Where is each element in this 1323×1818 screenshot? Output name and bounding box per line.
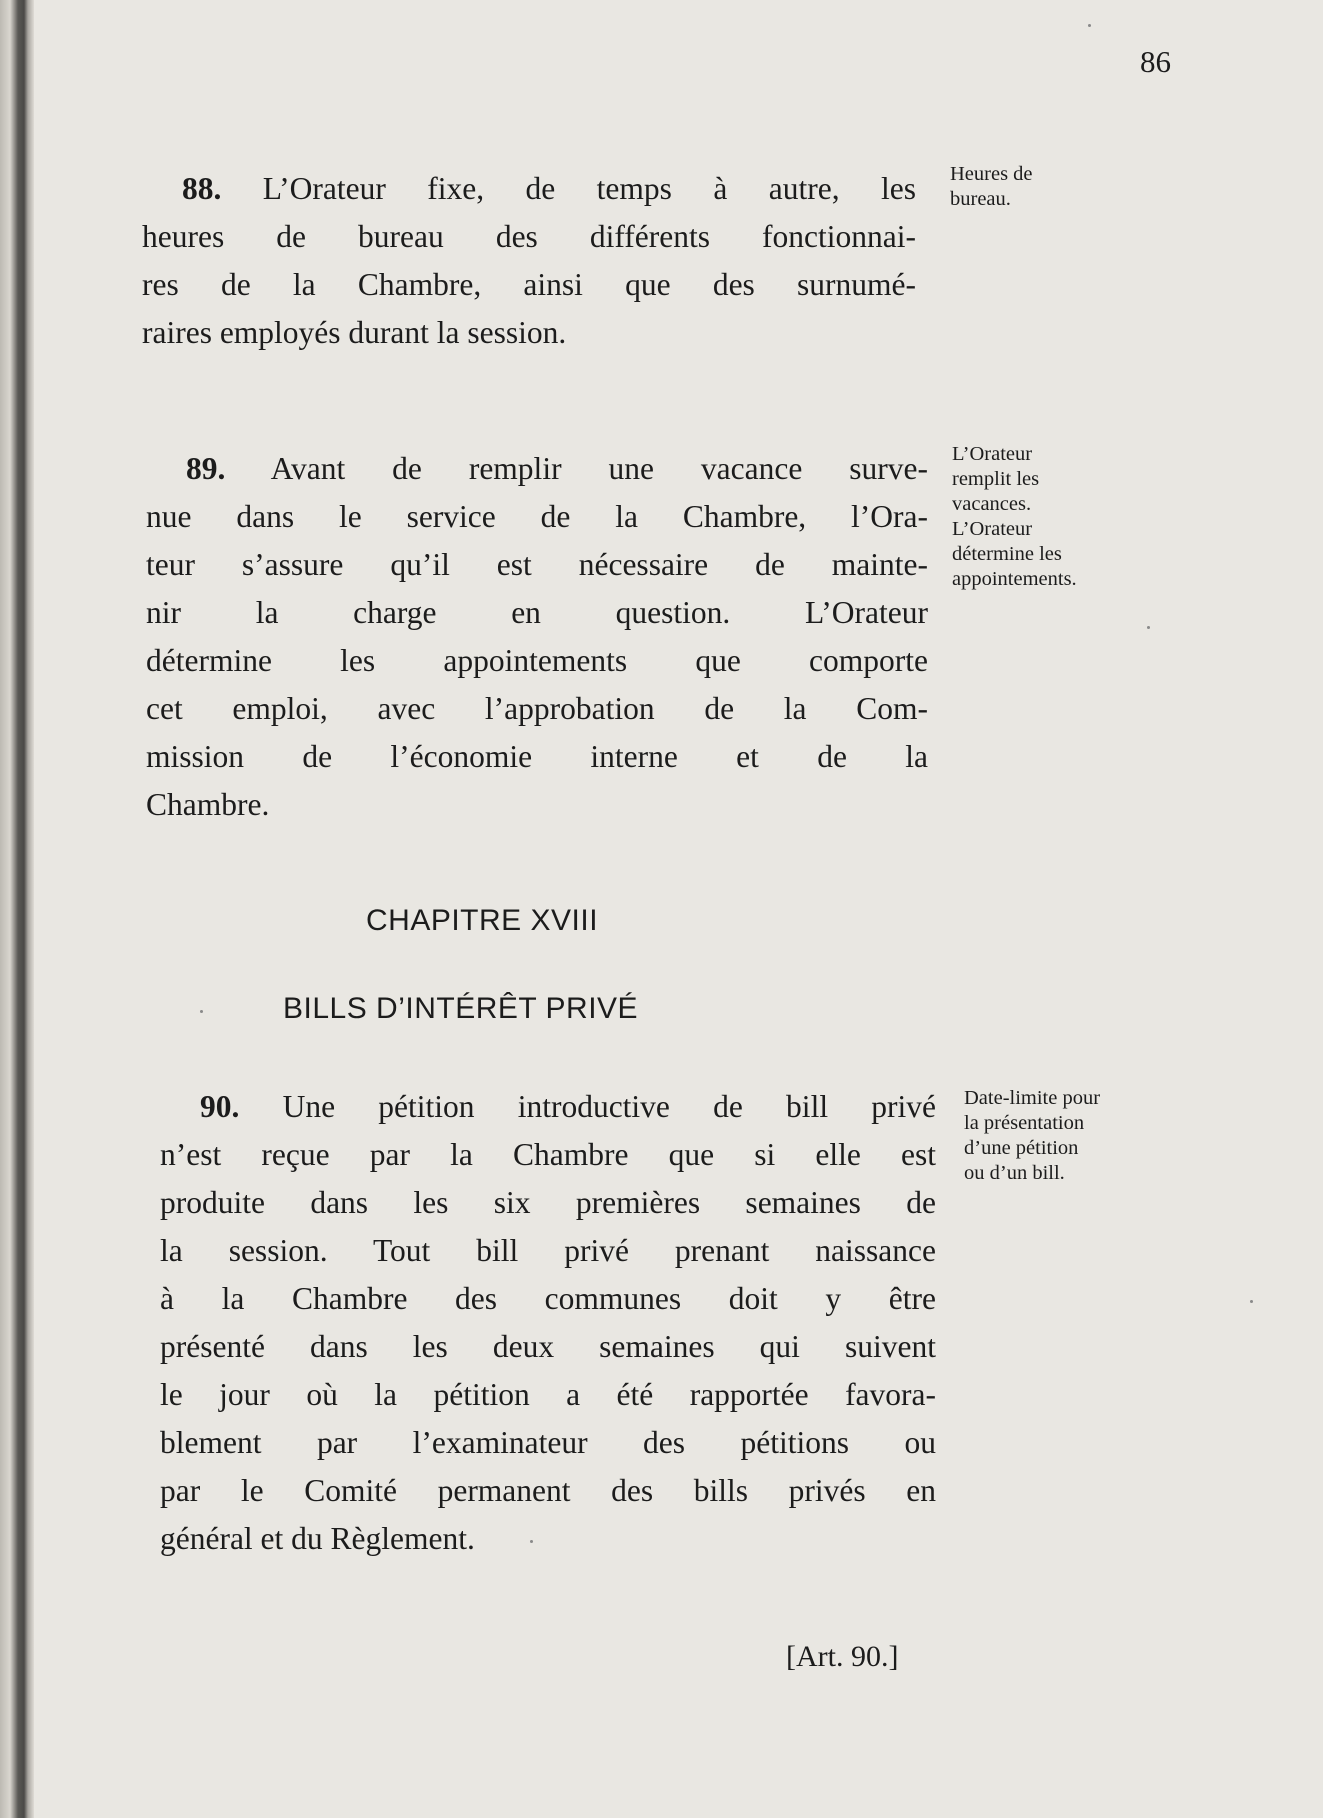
margin-note-line: d’une pétition (964, 1137, 1079, 1159)
article-89 (146, 445, 928, 829)
paper-speck (530, 1540, 533, 1543)
margin-note-90 (964, 1086, 1100, 1186)
article-line: 89. Avant de remplir une vacance surve- (186, 451, 928, 486)
article-line: produite dans les six premières semaines de (160, 1185, 936, 1220)
page-number: 86 (1140, 44, 1171, 79)
article-line: raires employés durant la session. (142, 315, 567, 350)
article-line: présenté dans les deux semaines qui suivent (160, 1329, 936, 1364)
margin-note-line: appointements. (952, 568, 1077, 590)
article-line: à la Chambre des communes doit y être (160, 1281, 936, 1316)
margin-note-line: détermine les (952, 543, 1062, 565)
paper-speck (1088, 24, 1091, 27)
margin-note-line: Heures de (950, 163, 1033, 185)
article-line: nir la charge en question. L’Orateur (146, 595, 928, 630)
chapter-heading: CHAPITRE XVIII (366, 904, 599, 937)
article-line: détermine les appointements que comporte (146, 643, 928, 678)
section-heading: BILLS D’INTÉRÊT PRIVÉ (283, 992, 639, 1025)
article-line: le jour où la pétition a été rapportée favora- (160, 1377, 936, 1412)
article-line: blement par l’examinateur des pétitions ou (160, 1425, 936, 1460)
article-number: 88. (182, 171, 222, 206)
article-line: 88. L’Orateur fixe, de temps à autre, les (182, 171, 916, 206)
paper-speck (200, 1010, 203, 1013)
book-gutter (0, 0, 34, 1818)
margin-note-line: Date-limite pour (964, 1087, 1101, 1109)
margin-note-line: la présentation (964, 1112, 1085, 1134)
paper-speck (1147, 626, 1150, 629)
article-line: la session. Tout bill privé prenant naissance (160, 1233, 936, 1268)
article-number: 89. (186, 451, 226, 486)
margin-note-89 (952, 442, 1077, 592)
footer-article-reference: [Art. 90.] (786, 1640, 899, 1673)
article-line: Chambre. (146, 787, 270, 822)
margin-note-line: vacances. (952, 493, 1032, 515)
article-line: nue dans le service de la Chambre, l’Ora- (146, 499, 928, 534)
article-line: 90. Une pétition introductive de bill privé (200, 1089, 936, 1124)
article-line: n’est reçue par la Chambre que si elle est (160, 1137, 936, 1172)
margin-note-line: L’Orateur (952, 518, 1033, 540)
margin-note-line: bureau. (950, 188, 1011, 210)
margin-note-line: ou d’un bill. (964, 1162, 1065, 1184)
article-line: cet emploi, avec l’approbation de la Com- (146, 691, 928, 726)
article-line: par le Comité permanent des bills privés en (160, 1473, 936, 1508)
article-90 (160, 1083, 936, 1563)
article-line: général et du Règlement. (160, 1521, 475, 1556)
article-line: heures de bureau des différents fonctionnai- (142, 219, 916, 254)
article-line: mission de l’économie interne et de la (146, 739, 928, 774)
paper-speck (1250, 1300, 1253, 1303)
article-88 (142, 165, 916, 357)
margin-note-line: L’Orateur (952, 443, 1033, 465)
article-line: teur s’assure qu’il est nécessaire de mainte- (146, 547, 928, 582)
article-line: res de la Chambre, ainsi que des surnumé- (142, 267, 916, 302)
article-number: 90. (200, 1089, 240, 1124)
margin-note-88 (950, 162, 1033, 212)
margin-note-line: remplit les (952, 468, 1040, 490)
